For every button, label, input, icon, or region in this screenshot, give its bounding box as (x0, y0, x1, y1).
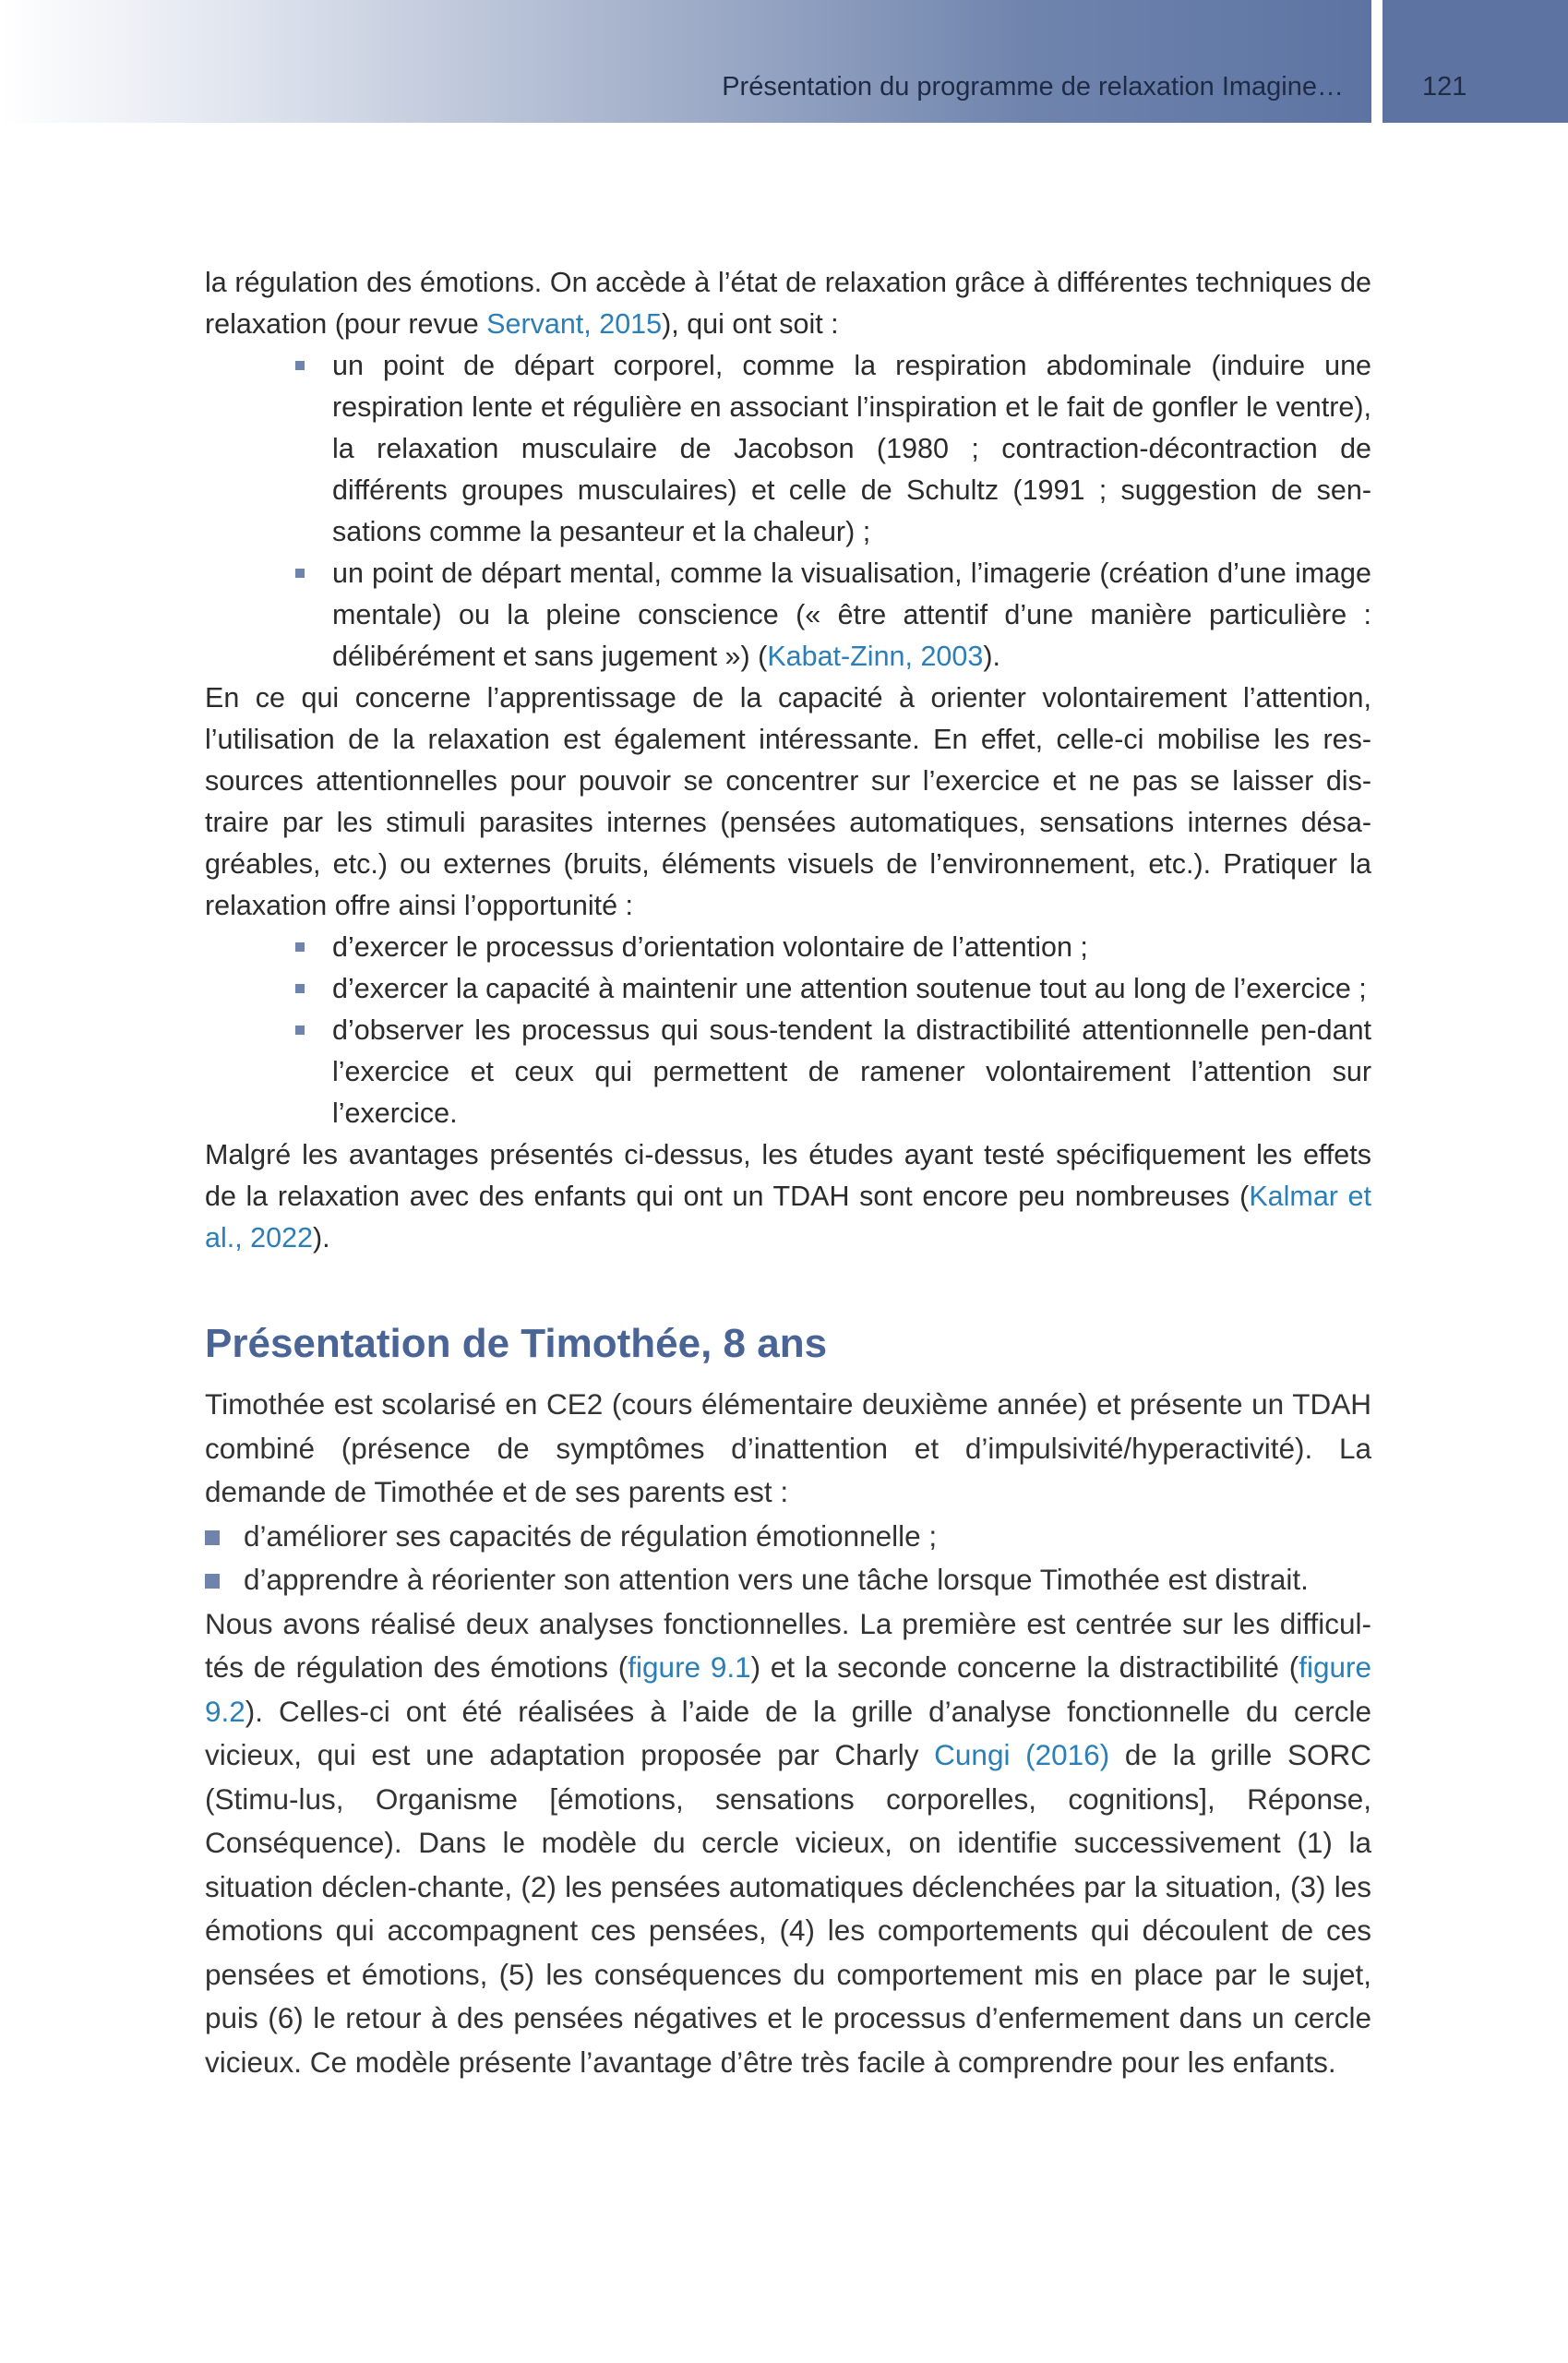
running-header (0, 0, 1371, 123)
bullet-square-icon (295, 942, 305, 952)
bullet-square-icon (295, 1026, 305, 1035)
page-number-box (1382, 0, 1568, 123)
citation-link[interactable]: Cungi (2016) (934, 1738, 1110, 1771)
bullet-list-techniques (205, 345, 1371, 678)
bullet-square-icon (295, 361, 305, 370)
bullet-square-icon (205, 1574, 220, 1589)
figure-link[interactable]: figure 9.1 (628, 1650, 751, 1684)
text-run: de la grille SORC (Stimu-lus, Organisme [émotions, sensations corporelles, cognitions], Réponse, Conséquence). Dans le modèle du cercle vicieux, on identifie successivement (1) la situation déclen-chante, (2) les pensées automatiques déclenchées par la situation, (3) les émotions qui accompagnent ces pensées, (4) les comportements qui découlent de ces pensées et émotions, (5) les conséquences du comportement mis en place par le sujet, puis (6) le retour à des pensées négatives et le processus d’enfermement dans un cercle vicieux. Ce modèle présente l’avantage d’être très facile à comprendre pour les enfants. (205, 1738, 1372, 2079)
list-item (244, 1515, 1371, 1559)
paragraph-attention: En ce qui concerne l’apprentissage de la capacité à orienter volontairement l’attention, l’utilisation de la relaxation est également intéressante. En effet, celle-ci mobilise les res-sources attentionnelles pour pouvoir se concentrer sur l’exercice et ne pas se laisser dis-traire par les stimuli parasites internes (pensées automatiques, sensations internes désa-gréables, etc.) ou externes (bruits, éléments visuels de l’environnement, etc.). Pratiquer la relaxation offre ainsi l’opportunité : (205, 682, 1371, 921)
bullet-list-requests (205, 1515, 1371, 1602)
text-run: ) et la seconde concerne la distractibilité ( (750, 1650, 1299, 1684)
citation-link[interactable]: Kalmar et al., 2022 (205, 1181, 1371, 1253)
citation-link[interactable]: Kabat-Zinn, 2003 (767, 641, 984, 672)
text-run: Nous avons réalisé deux analyses fonctionnelles. La première est centrée sur les difficul-tés de régulation des émotions ( (205, 1606, 1371, 1684)
running-title: Présentation du programme de relaxation Imagine… (722, 72, 1344, 102)
text-run: ). (983, 641, 1000, 672)
bullet-square-icon (205, 1530, 220, 1545)
list-item (332, 1010, 1371, 1134)
text-run: la régulation des émotions. On accède à l’état de relaxation grâce à différentes techniques de relaxation (pour revue (205, 267, 1371, 340)
list-item (244, 1558, 1371, 1602)
bullet-square-icon (295, 569, 305, 578)
text-run: ). Celles-ci ont été réalisées à l’aide de la grille d’analyse fonctionnelle du cercle vicieux, qui est une adaptation proposée par Charly (205, 1694, 1371, 1771)
text-run: un point de départ mental, comme la visualisation, l’imagerie (création d’une image mentale) ou la pleine conscience (« être attentif d’une manière particulière : délibérément et sans jugement ») ( (332, 558, 1371, 672)
text-run: d’observer les processus qui sous-tendent la distractibilité attentionnelle pen-dant l’exercice et ceux qui permettent de ramener volontairement l’attention sur l’exercice. (332, 1014, 1371, 1129)
text-run: d’exercer le processus d’orientation volontaire de l’attention ; (332, 931, 1088, 963)
text-run: ), qui ont soit : (662, 308, 839, 340)
text-run: un point de départ corporel, comme la respiration abdominale (induire une respiration lente et régulière en associant l’inspiration et le fait de gonfler le ventre), la relaxation musculaire de Jacobson (1980 ; contraction-décontraction de différents groupes musculaires) et celle de Schultz (1991 ; suggestion de sen-sations comme la pesanteur et la chaleur) ; (332, 350, 1371, 547)
text-run: Malgré les avantages présentés ci-dessus, les études ayant testé spécifiquement les effets de la relaxation avec des enfants qui ont un TDAH sont encore peu nombreuses ( (205, 1139, 1371, 1212)
paragraph-relaxation-techniques (205, 262, 1371, 345)
text-run: d’améliorer ses capacités de régulation émotionnelle ; (244, 1518, 938, 1553)
page-number: 121 (1422, 72, 1467, 102)
figure-link[interactable]: figure 9.2 (205, 1650, 1371, 1728)
text-run: ). (313, 1222, 330, 1253)
bullet-list-opportunities (205, 927, 1371, 1134)
paragraph-functional-analyses (205, 1602, 1371, 2085)
paragraph-studies (205, 1134, 1371, 1259)
list-item (332, 927, 1371, 968)
text-run: d’apprendre à réorienter son attention vers une tâche lorsque Timothée est distrait. (244, 1563, 1309, 1596)
list-item (332, 345, 1371, 553)
paragraph-timothee-intro: Timothée est scolarisé en CE2 (cours élémentaire deuxième année) et présente un TDAH combiné (présence de symptômes d’inattention et d’impulsivité/hyperactivité). La demande de Timothée et de ses parents est : (205, 1387, 1371, 1508)
section-heading: Présentation de Timothée, 8 ans (205, 1321, 828, 1366)
page-body (205, 262, 1371, 2084)
bullet-square-icon (295, 984, 305, 993)
citation-link[interactable]: Servant, 2015 (486, 308, 663, 340)
list-item (332, 968, 1371, 1010)
text-run: d’exercer la capacité à maintenir une attention soutenue tout au long de l’exercice ; (332, 973, 1367, 1004)
list-item (332, 553, 1371, 678)
